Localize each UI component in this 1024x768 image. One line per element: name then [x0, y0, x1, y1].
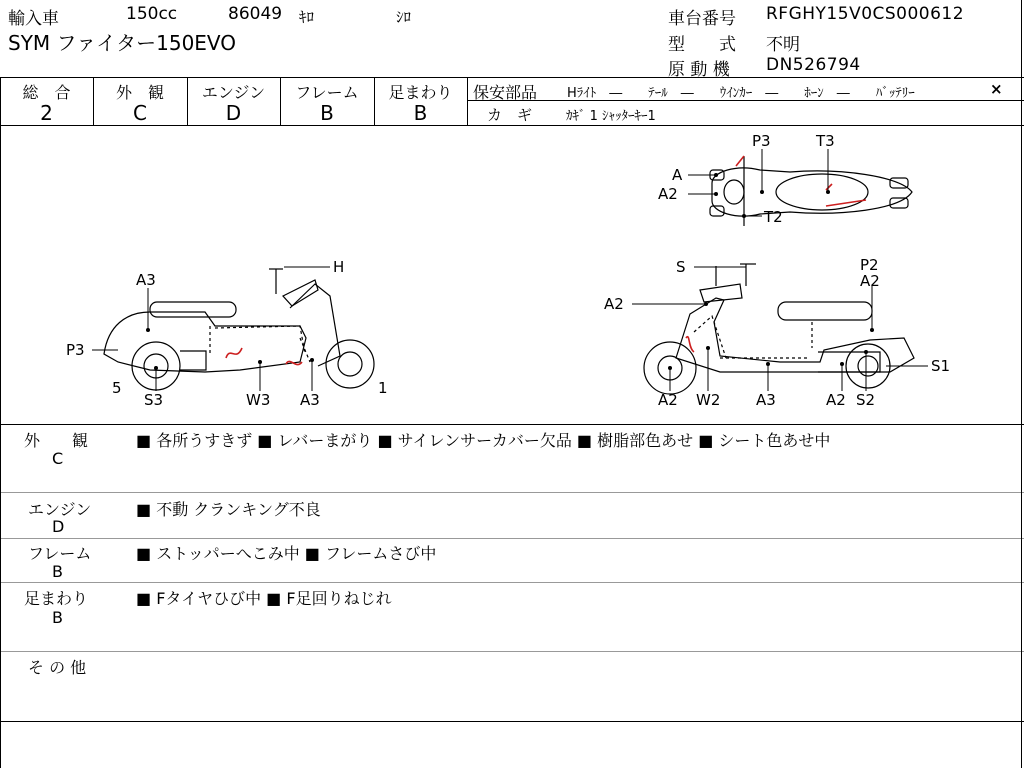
divider — [0, 651, 1024, 652]
remark-category-suspension: 足まわり — [24, 589, 89, 608]
label-right-S: S — [676, 258, 686, 276]
label-top-A: A — [672, 166, 683, 184]
label-left-1: 1 — [378, 379, 388, 397]
grade-exterior-label: 外 観 — [115, 83, 164, 102]
safety-parts-items: Hﾗｲﾄ ― ﾃｰﾙ ― ｳｲﾝｶｰ ― ﾎｰﾝ ― ﾊﾞｯﾃﾘｰ — [567, 86, 915, 101]
remark-text-suspension: ■ Fタイヤひび中 ■ F足回りねじれ — [136, 589, 392, 608]
label-right-A3: A3 — [756, 391, 776, 409]
remark-text-engine: ■ 不動 クランキング不良 — [136, 500, 321, 519]
battery-missing-mark: × — [990, 80, 1003, 98]
remark-category-frame: フレーム — [28, 544, 92, 563]
label-left-H: H — [333, 258, 345, 276]
label-left-W3: W3 — [246, 391, 271, 409]
remark-category-exterior: 外 観 — [24, 431, 89, 450]
remark-category-other: そ の 他 — [28, 658, 87, 677]
label-right-S1: S1 — [931, 357, 951, 375]
label-left-P3: P3 — [66, 341, 85, 359]
label-left-5: 5 — [112, 379, 122, 397]
safety-parts-label: 保安部品 — [473, 83, 538, 102]
label-right-A2-wheel: A2 — [658, 391, 678, 409]
mileage: 86049 — [228, 4, 283, 24]
remark-grade-suspension: B — [52, 608, 63, 627]
divider — [0, 538, 1024, 539]
model-type-label: 型 式 — [668, 35, 736, 55]
remark-grade-exterior: C — [52, 449, 64, 468]
marker-points — [146, 173, 874, 370]
label-right-A2-front: A2 — [604, 295, 624, 313]
label-left-A3-floor: A3 — [300, 391, 320, 409]
divider — [0, 582, 1024, 583]
label-top-T3: T3 — [816, 132, 835, 150]
vehicle-type: 輸入車 — [8, 9, 59, 29]
engine-number-value: DN526794 — [766, 55, 861, 75]
label-left-S3: S3 — [144, 391, 164, 409]
mileage-unit: ｷﾛ — [299, 8, 315, 26]
scooter-top-view — [710, 156, 912, 226]
displacement: 150cc — [126, 4, 178, 24]
key-value: ｶｷﾞ 1 ｼｬｯﾀｰｷｰ1 — [566, 109, 656, 124]
label-right-A2-rear: A2 — [826, 391, 846, 409]
divider — [0, 77, 1024, 78]
label-right-P2: P2 — [860, 256, 879, 274]
leader-lines — [92, 149, 928, 391]
engine-number-label: 原 動 機 — [668, 60, 730, 80]
divider — [0, 492, 1024, 493]
grade-frame-value: B — [320, 101, 334, 125]
grade-suspension-label: 足まわり — [388, 83, 453, 102]
label-top-P3: P3 — [752, 132, 771, 150]
grade-overall-value: 2 — [40, 101, 53, 125]
divider — [0, 721, 1024, 722]
divider — [467, 77, 468, 125]
frame-number-label: 車台番号 — [668, 9, 736, 29]
grade-frame-label: フレーム — [295, 83, 359, 102]
label-top-A2: A2 — [658, 185, 678, 203]
label-left-A3-seat: A3 — [136, 271, 156, 289]
remark-text-frame: ■ ストッパーへこみ中 ■ フレームさび中 — [136, 544, 437, 563]
grade-overall-label: 総 合 — [22, 83, 71, 102]
divider — [0, 424, 1024, 425]
scooter-diagram — [0, 126, 1024, 424]
model-type-value: 不明 — [766, 35, 800, 55]
label-top-T2: T2 — [764, 208, 783, 226]
damage-marks — [226, 156, 866, 365]
vehicle-color: ｼﾛ — [396, 8, 412, 26]
label-right-A2-seat: A2 — [860, 272, 880, 290]
label-right-S2: S2 — [856, 391, 876, 409]
frame-number-value: RFGHY15V0CS000612 — [766, 4, 965, 24]
key-label: カ ギ — [487, 106, 533, 124]
model-name: SYM ファイター150EVO — [8, 31, 237, 55]
remark-text-exterior: ■ 各所うすきず ■ レバーまがり ■ サイレンサーカバー欠品 ■ 樹脂部色あせ ■ シート色あせ中 — [136, 431, 831, 450]
label-right-W2: W2 — [696, 391, 721, 409]
remark-grade-frame: B — [52, 562, 63, 581]
grade-engine-value: D — [225, 101, 242, 125]
remark-category-engine: エンジン — [28, 500, 92, 519]
grade-exterior-value: C — [133, 101, 147, 125]
remark-grade-engine: D — [52, 517, 65, 536]
grade-suspension-value: B — [413, 101, 428, 125]
grade-engine-label: エンジン — [201, 83, 266, 102]
